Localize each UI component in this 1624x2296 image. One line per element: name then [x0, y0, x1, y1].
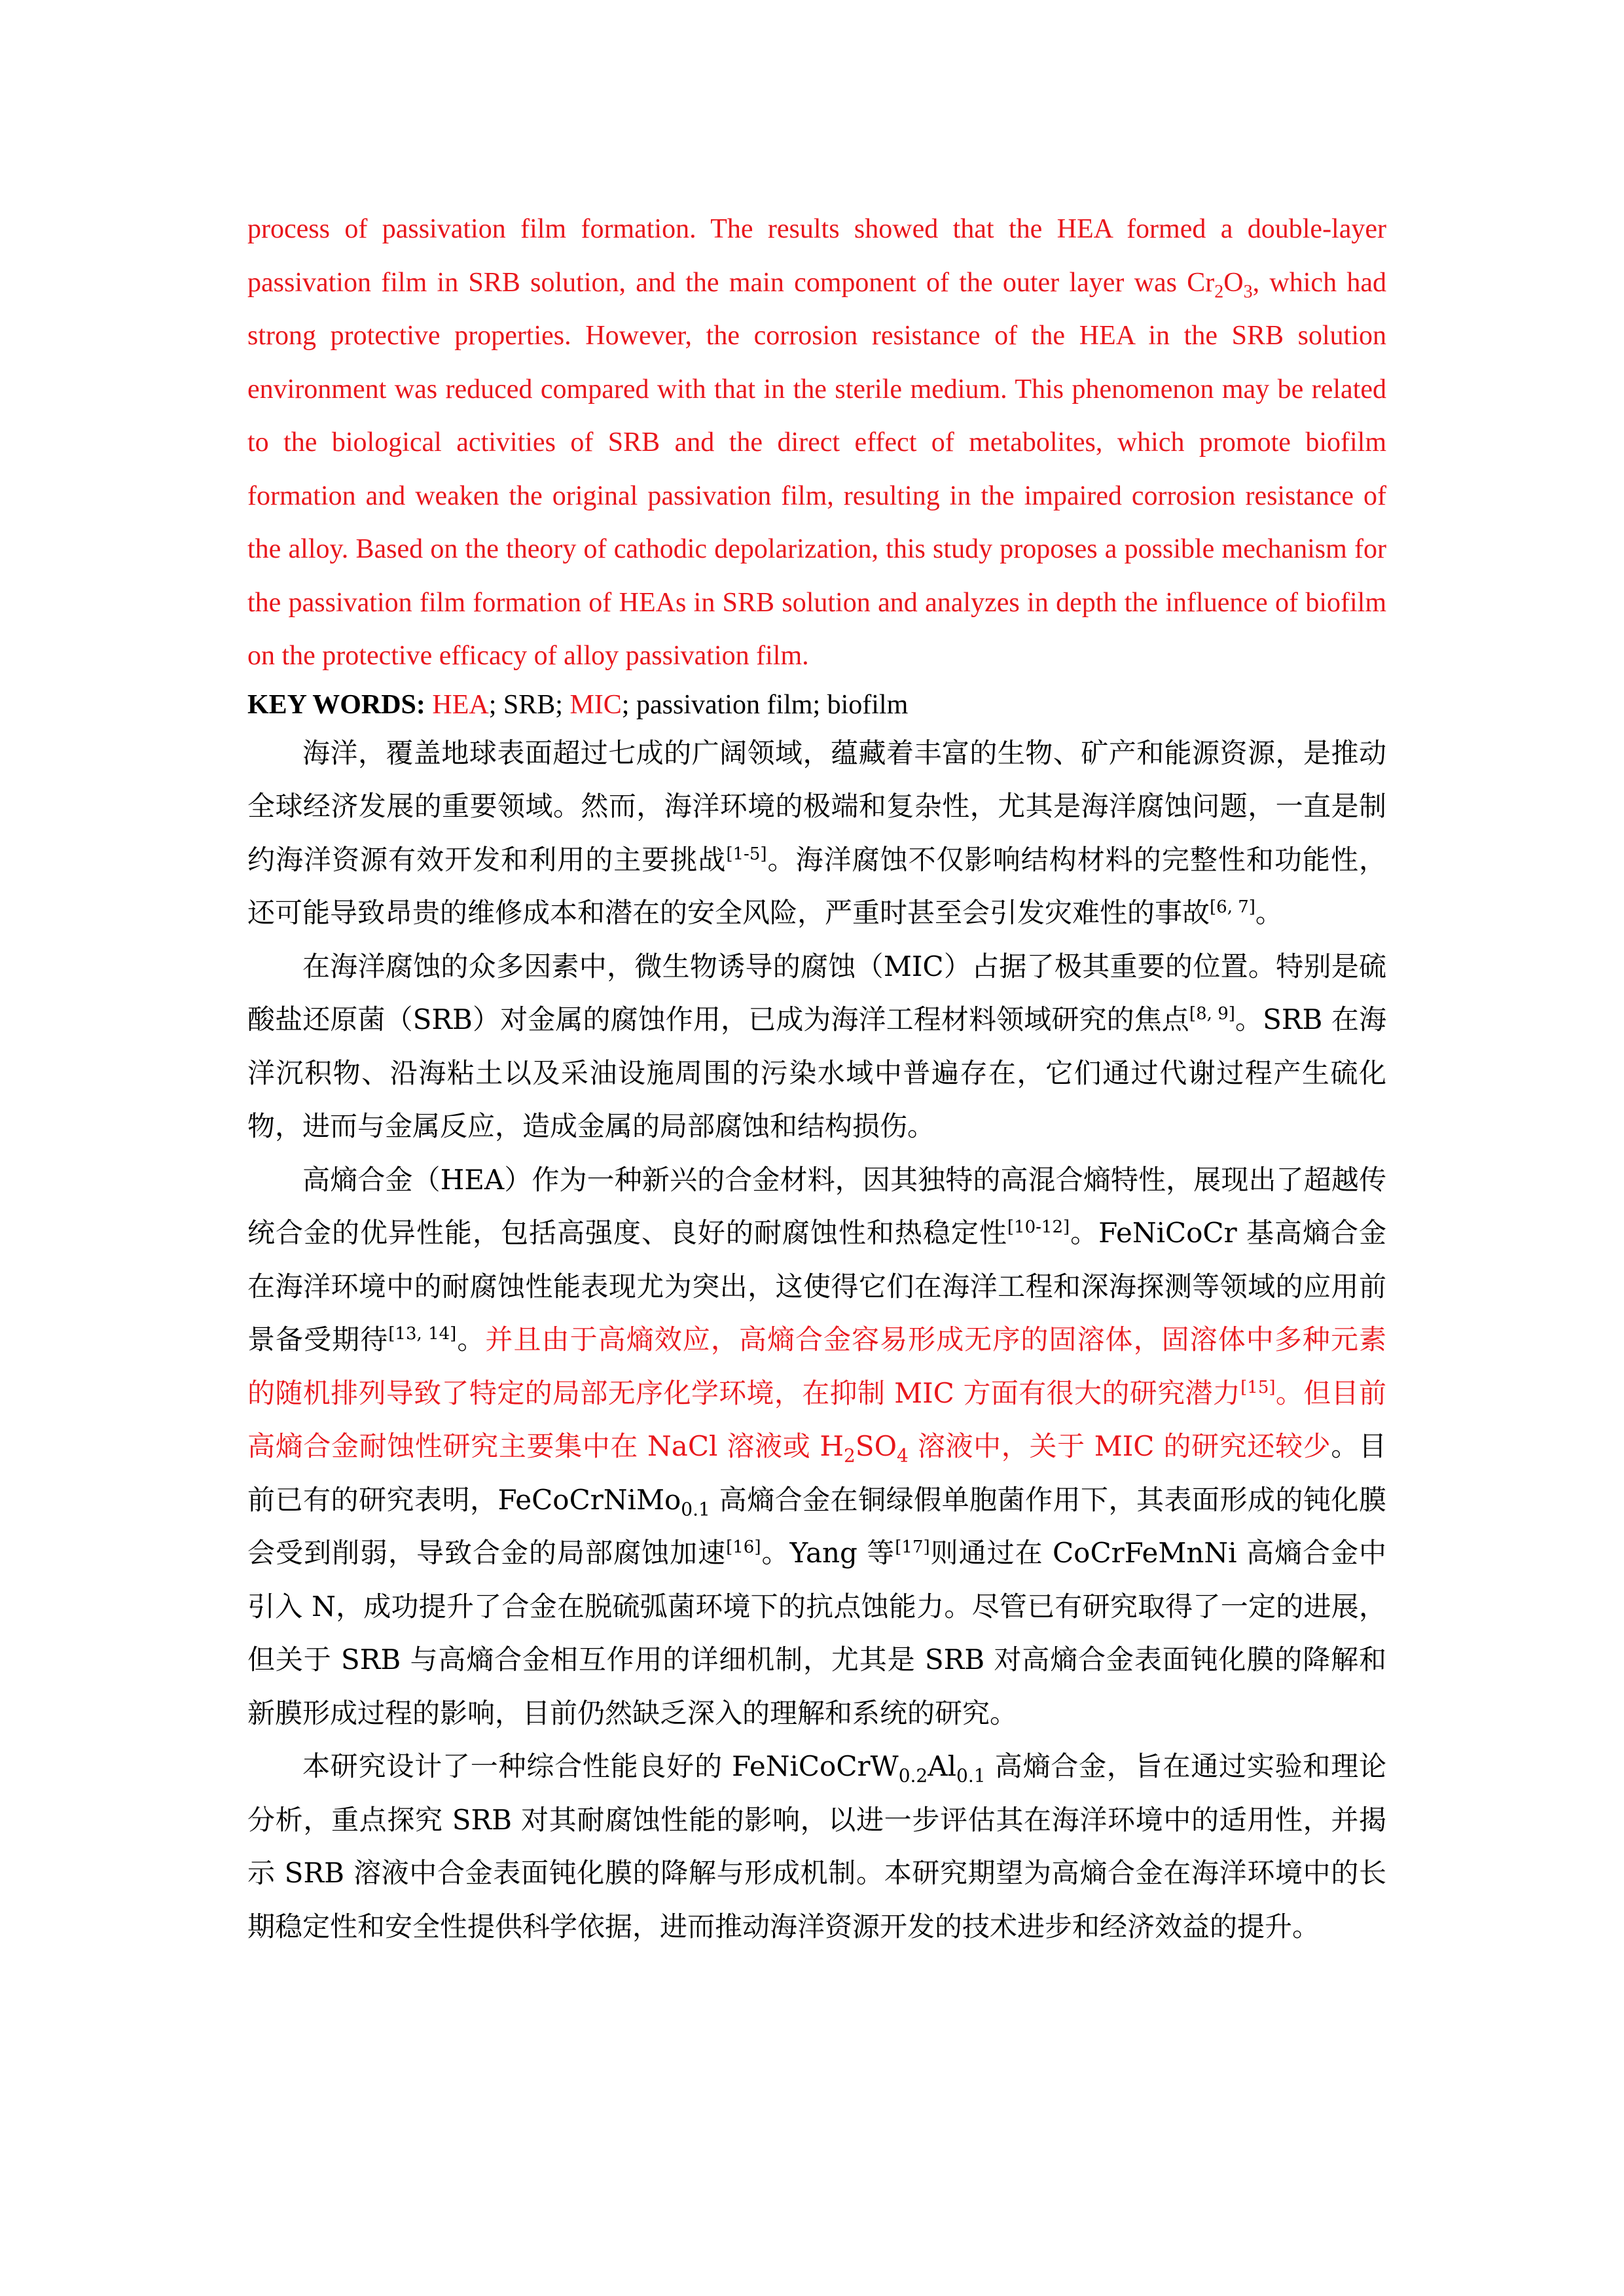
- citation: [1-5]: [726, 844, 767, 864]
- citation: [17]: [895, 1537, 930, 1557]
- intro-paragraph-3: 高熵合金（HEA）作为一种新兴的合金材料，因其独特的高混合熵特性，展现出了超越传统合金的优异性能，包括高强度、良好的耐腐蚀性和热稳定性[10-12]。FeNiCoCr 基高熵合金在海洋环境中的耐腐蚀性能表现尤为突出，这使得它们在海洋工程和深海探测等领域的应用前景备受期待[13, 14]。并且由于高熵效应，高熵合金容易形成无序的固溶体，固溶体中多种元素的随机排列导致了特定的局部无序化学环境，在抑制 MIC 方面有很大的研究潜力[15]。但目前高熵合金耐蚀性研究主要集中在 NaCl 溶液或 $H_2SO_4$ 溶液中，关于 MIC 的研究还较少。目前已有的研究表明，FeCoCrNiMo$_{0.1}$ 高熵合金在铜绿假单胞菌作用下，其表面形成的钝化膜会受到削弱，导致合金的局部腐蚀加速[16]。Yang 等[17]则通过在 CoCrFeMnNi 高熵合金中引入 N，成功提升了合金在脱硫弧菌环境下的抗点蚀能力。尽管已有研究取得了一定的进展，但关于 SRB 与高熵合金相互作用的详细机制，尤其是 SRB 对高熵合金表面钝化膜的降解和新膜形成过程的影响，目前仍然缺乏深入的理解和系统的研究。: [247, 1163, 1387, 1729]
- paper-page: [247, 203, 1386, 1953]
- intro-paragraph-4: 本研究设计了一种综合性能良好的 $FeNiCoCrW_{0.2}Al_{0.1}$ 高熵合金，旨在通过实验和理论分析，重点探究 SRB 对其耐腐蚀性能的影响，以进一步评估其在海洋环境中的适用性，并揭示 SRB 溶液中合金表面钝化膜的降解与形成机制。本研究期望为高熵合金在海洋环境中的长期稳定性和安全性提供科学依据，进而推动海洋资源开发的技术进步和经济效益的提升。: [247, 1750, 1386, 1943]
- intro-paragraph-2: 在海洋腐蚀的众多因素中，微生物诱导的腐蚀（MIC）占据了极其重要的位置。特别是硫酸盐还原菌（SRB）对金属的腐蚀作用，已成为海洋工程材料领域研究的焦点[8, 9]。SRB 在海洋沉积物、沿海粘土以及采油设施周围的污染水域中普遍存在，它们通过代谢过程产生硫化物，进而与金属反应，造成金属的局部腐蚀和结构损伤。: [247, 950, 1386, 1142]
- citation: [10-12]: [1007, 1217, 1070, 1237]
- abstract-continuation: process of passivation film formation. The results showed that the HEA formed a double-layer passivation film in SRB solution, and the main component of the outer layer was $Cr_2O_3$, which had strong protective properties. However, the corrosion resistance of the HEA in the SRB solution environment was reduced compared with that in the sterile medium. This phenomenon may be related to the biological activities of SRB and the direct effect of metabolites, which promote biofilm formation and weaken the original passivation film, resulting in the impaired corrosion resistance of the alloy. Based on the theory of cathodic depolarization, this study proposes a possible mechanism for the passivation film formation of HEAs in SRB solution and analyzes in depth the influence of biofilm on the protective efficacy of alloy passivation film.: [247, 214, 1386, 671]
- citation: [6, 7]: [1210, 897, 1255, 917]
- keyword-mic: MIC: [569, 689, 622, 720]
- keywords-label: KEY WORDS:: [247, 689, 425, 720]
- citation: [8, 9]: [1189, 1004, 1235, 1024]
- citation: [16]: [726, 1537, 761, 1557]
- citation: [13, 14]: [388, 1324, 457, 1344]
- keywords-line: KEY WORDS: HEA; SRB; MIC; passivation film; biofilm: [247, 689, 909, 720]
- intro-paragraph-1: 海洋，覆盖地球表面超过七成的广阔领域，蕴藏着丰富的生物、矿产和能源资源，是推动全球经济发展的重要领域。然而，海洋环境的极端和复杂性，尤其是海洋腐蚀问题，一直是制约海洋资源有效开发和利用的主要挑战[1-5]。海洋腐蚀不仅影响结构材料的完整性和功能性，还可能导致昂贵的维修成本和潜在的安全风险，严重时甚至会引发灾难性的事故[6, 7]。: [247, 736, 1386, 929]
- highlighted-revision: 并且由于高熵效应，高熵合金容易形成无序的固溶体，固溶体中多种元素的随机排列导致了特定的局部无序化学环境，在抑制 MIC 方面有很大的研究潜力[15]。但目前高熵合金耐蚀性研究主要集中在 NaCl 溶液或 $H_2SO_4$ 溶液中，关于 MIC 的研究还较少: [247, 1323, 1386, 1467]
- keyword-hea: HEA: [432, 689, 489, 720]
